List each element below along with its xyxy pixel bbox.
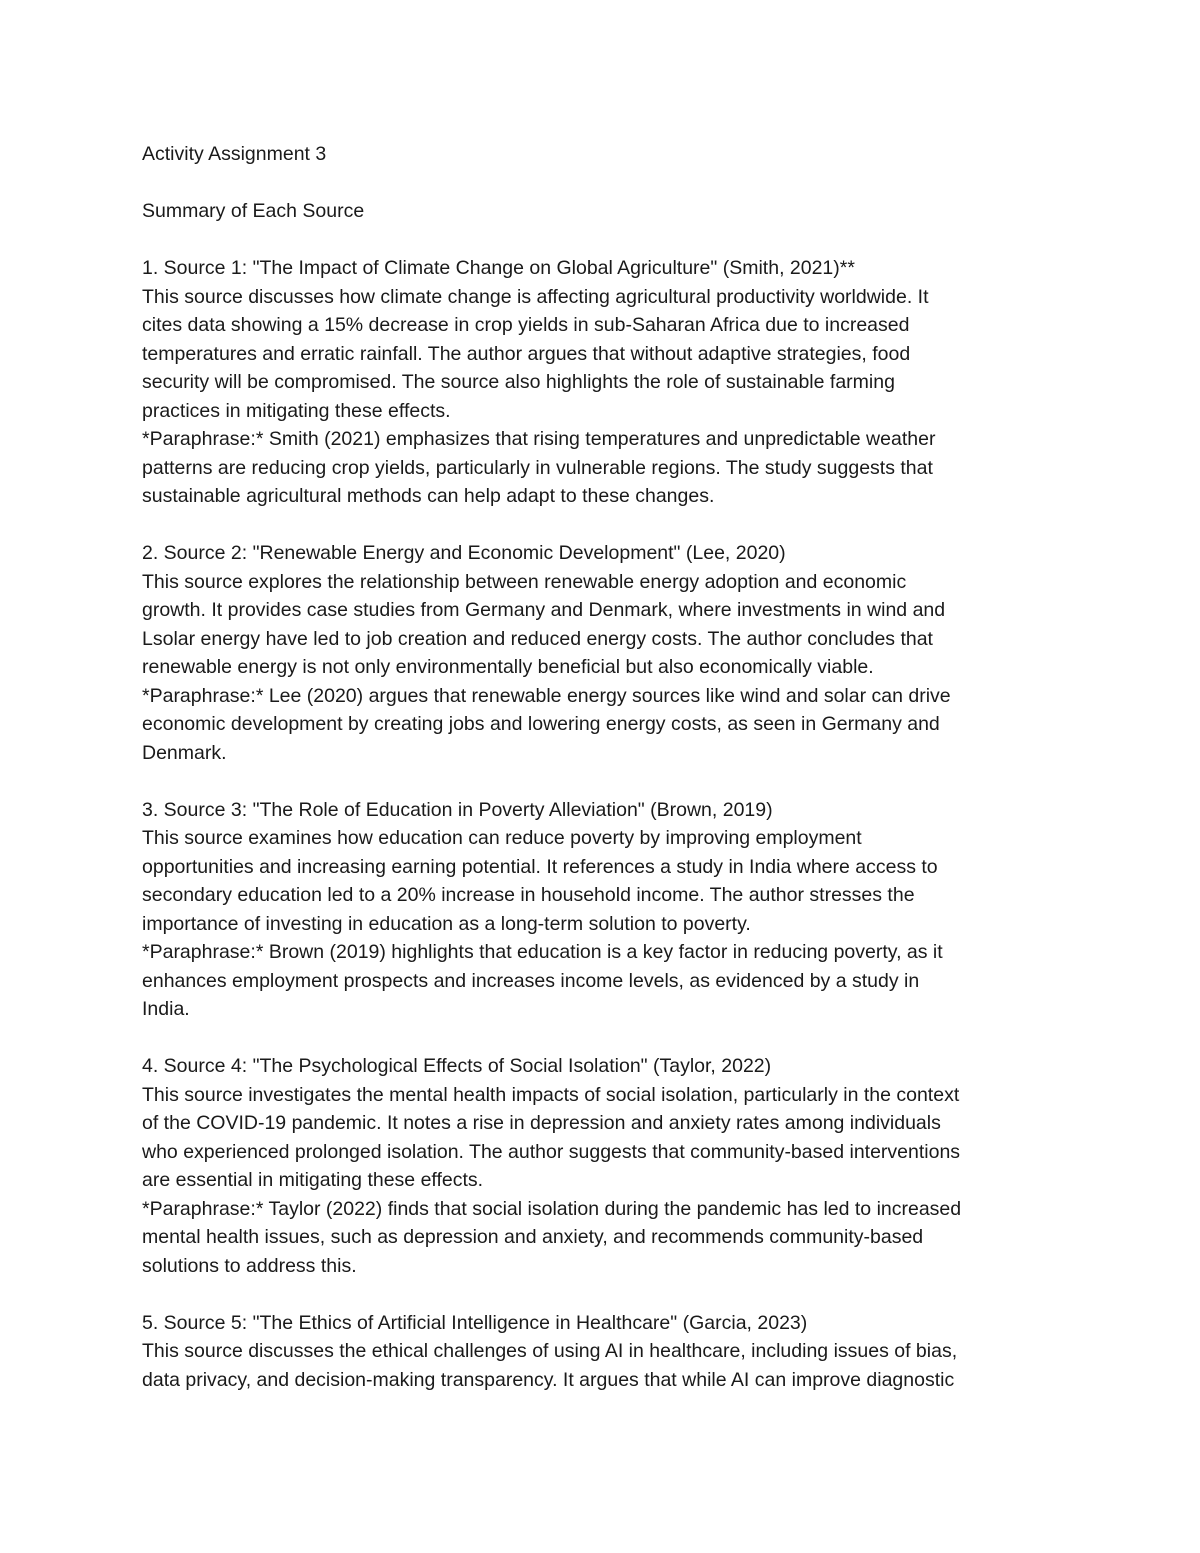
- source-entry: [142, 1052, 1072, 1280]
- source-text-line: *Paraphrase:* Smith (2021) emphasizes that rising temperatures and unpredictable weather: [142, 428, 936, 450]
- source-text-line: practices in mitigating these effects.: [142, 399, 451, 422]
- source-text-line: Lsolar energy have led to job creation and reduced energy costs. The author concludes that: [142, 627, 933, 650]
- source-heading: 1. Source 1: "The Impact of Climate Change on Global Agriculture" (Smith, 2021)**: [142, 257, 855, 279]
- source-text-line: cites data showing a 15% decrease in crop yields in sub-Saharan Africa due to increased: [142, 314, 910, 336]
- source-entry: [142, 254, 1072, 511]
- source-text-line: *Paraphrase:* Brown (2019) highlights that education is a key factor in reducing poverty, as it: [142, 941, 943, 963]
- source-text-line: growth. It provides case studies from Germany and Denmark, where investments in wind and: [142, 599, 946, 621]
- spacer: [142, 169, 1072, 198]
- source-text-line: secondary education led to a 20% increase in household income. The author stresses the: [142, 884, 915, 906]
- document-body: [142, 140, 1072, 1394]
- source-heading: 5. Source 5: "The Ethics of Artificial Intelligence in Healthcare" (Garcia, 2023): [142, 1311, 808, 1334]
- source-text-line: security will be compromised. The source also highlights the role of sustainable farming: [142, 371, 895, 393]
- source-text-line: renewable energy is not only environmentally beneficial but also economically viable.: [142, 656, 874, 678]
- source-text-line: This source investigates the mental health impacts of social isolation, particularly in the context: [142, 1083, 960, 1106]
- source-text-line: *Paraphrase:* Lee (2020) argues that renewable energy sources like wind and solar can drive: [142, 684, 951, 707]
- spacer: [142, 1280, 1072, 1309]
- source-text-line: sustainable agricultural methods can help adapt to these changes.: [142, 485, 715, 507]
- source-text-line: enhances employment prospects and increases income levels, as evidenced by a study in: [142, 969, 920, 992]
- source-text-line: temperatures and erratic rainfall. The author argues that without adaptive strategies, food: [142, 342, 911, 365]
- spacer: [142, 767, 1072, 796]
- source-entry: [142, 539, 1072, 767]
- source-heading: 2. Source 2: "Renewable Energy and Economic Development" (Lee, 2020): [142, 542, 786, 564]
- source-text-line: data privacy, and decision-making transparency. It argues that while AI can improve diagnostic: [142, 1368, 955, 1391]
- spacer: [142, 511, 1072, 540]
- source-text-line: This source explores the relationship between renewable energy adoption and economic: [142, 570, 907, 593]
- source-text-line: This source discusses how climate change is affecting agricultural productivity worldwide. It: [142, 285, 929, 308]
- source-text-line: India.: [142, 998, 190, 1020]
- source-text-line: mental health issues, such as depression and anxiety, and recommends community-based: [142, 1226, 924, 1248]
- document-subtitle: Summary of Each Source: [142, 200, 365, 222]
- source-list: [142, 254, 1072, 1394]
- source-entry: [142, 796, 1072, 1024]
- source-text-line: patterns are reducing crop yields, particularly in vulnerable regions. The study suggests that: [142, 456, 933, 479]
- source-heading: 3. Source 3: "The Role of Education in Poverty Alleviation" (Brown, 2019): [142, 798, 773, 821]
- source-heading: 4. Source 4: "The Psychological Effects of Social Isolation" (Taylor, 2022): [142, 1055, 772, 1077]
- source-text-line: This source discusses the ethical challenges of using AI in healthcare, including issues of bias,: [142, 1340, 958, 1362]
- spacer: [142, 1024, 1072, 1053]
- source-entry: [142, 1309, 1072, 1395]
- source-text-line: who experienced prolonged isolation. The author suggests that community-based interventions: [142, 1140, 961, 1163]
- source-text-line: *Paraphrase:* Taylor (2022) finds that social isolation during the pandemic has led to increased: [142, 1197, 962, 1220]
- source-text-line: solutions to address this.: [142, 1254, 357, 1277]
- source-text-line: Denmark.: [142, 741, 227, 764]
- source-text-line: economic development by creating jobs and lowering energy costs, as seen in Germany and: [142, 713, 940, 735]
- source-text-line: of the COVID-19 pandemic. It notes a rise in depression and anxiety rates among individuals: [142, 1112, 941, 1134]
- document-title: Activity Assignment 3: [142, 143, 327, 165]
- spacer: [142, 226, 1072, 255]
- source-text-line: This source examines how education can reduce poverty by improving employment: [142, 827, 862, 849]
- source-text-line: opportunities and increasing earning potential. It references a study in India where access to: [142, 855, 938, 878]
- source-text-line: importance of investing in education as a long-term solution to poverty.: [142, 912, 751, 935]
- source-text-line: are essential in mitigating these effects.: [142, 1169, 484, 1191]
